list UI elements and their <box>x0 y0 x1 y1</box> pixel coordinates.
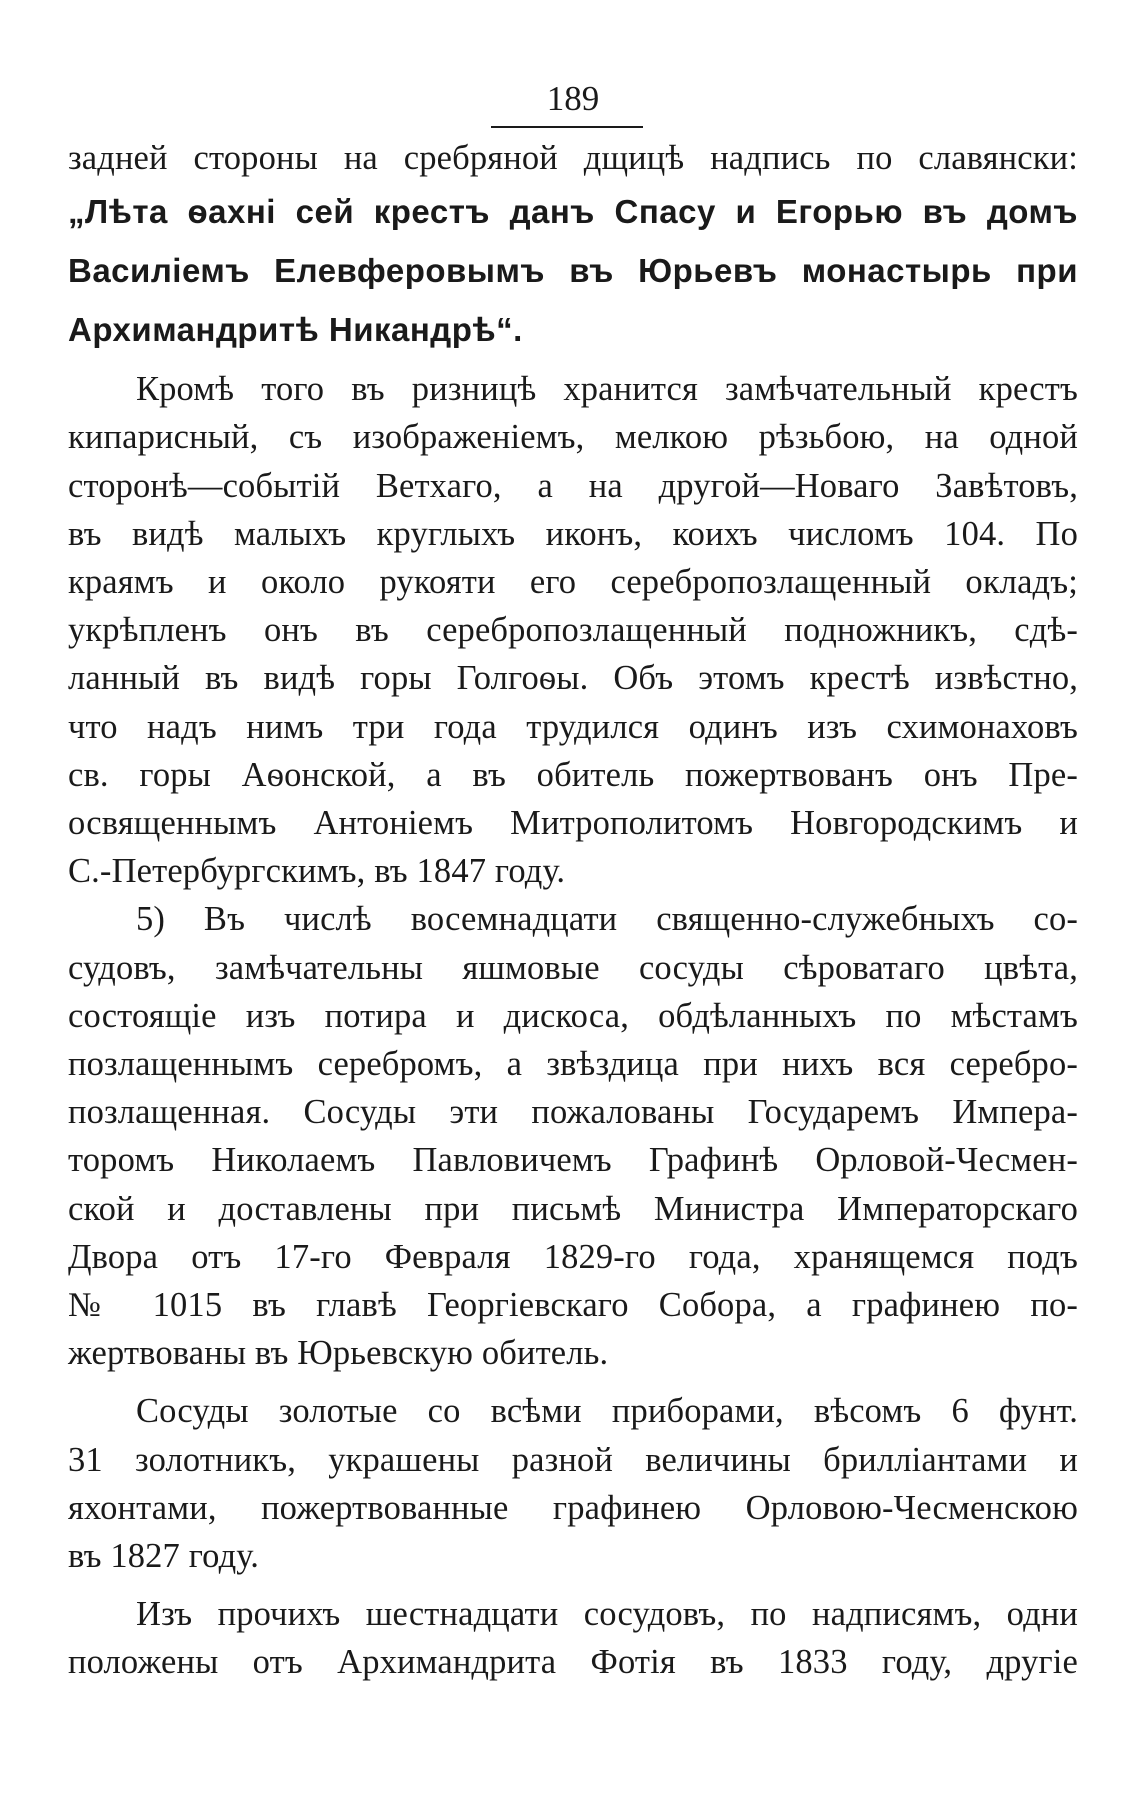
text-line: св. горы Аѳонской, а въ обитель пожертвованъ онъ Пре- <box>68 755 1078 794</box>
text-line: 31 золотникъ, украшены разной величины брилліантами и <box>68 1440 1078 1479</box>
text-line: 5) Въ числѣ восемнадцати священно-служебныхъ со- <box>136 900 1078 939</box>
paragraph-gold-vessels <box>68 1387 1078 1580</box>
text-line: задней стороны на сребряной дщицѣ надпись по славянски: <box>68 139 1078 177</box>
inscription-line: „Лѣта ѳахні сей крестъ данъ Спасу и Егорью въ домъ <box>68 193 1078 231</box>
paragraph-vessels <box>68 895 1078 1377</box>
inscription-line: Василіемъ Елевферовымъ въ Юрьевъ монастырь при <box>68 252 1078 290</box>
text-line: положены отъ Архимандрита Фотія въ 1833 году, другіе <box>68 1643 1078 1682</box>
text-line: жертвованы въ Юрьевскую обитель. <box>68 1334 609 1373</box>
text-line: состоящіе изъ потира и дискоса, обдѣланныхъ по мѣстамъ <box>68 996 1078 1035</box>
text-line: кипарисный, съ изображеніемъ, мелкою рѣзьбою, на одной <box>68 418 1078 457</box>
text-line: Кромѣ того въ ризницѣ хранится замѣчательный крестъ <box>136 370 1078 409</box>
text-line: ской и доставлены при письмѣ Министра Императорскаго <box>68 1189 1078 1228</box>
paragraph-other-vessels <box>68 1590 1078 1686</box>
header-rule <box>491 126 643 128</box>
text-line: судовъ, замѣчательны яшмовые сосуды сѣроватаго цвѣта, <box>68 948 1078 987</box>
text-line: ланный въ видѣ горы Голгоѳы. Объ этомъ крестѣ извѣстно, <box>68 659 1078 698</box>
page-header <box>68 78 1078 134</box>
paragraph-cross <box>68 365 1078 895</box>
text-line: Двора отъ 17-го Февраля 1829-го года, хранящемся подъ <box>68 1237 1078 1276</box>
inscription-line: Архимандритѣ Никандрѣ“. <box>68 311 523 349</box>
text-line: въ видѣ малыхъ круглыхъ иконъ, коихъ числомъ 104. По <box>68 514 1078 553</box>
text-line: укрѣпленъ онъ въ серебропозлащенный подножникъ, сдѣ- <box>68 611 1078 650</box>
slavonic-inscription <box>68 182 1078 359</box>
text-line: въ 1827 году. <box>68 1537 259 1576</box>
text-line: № 1015 въ главѣ Георгіевскаго Собора, а графинею по- <box>68 1286 1078 1325</box>
text-line: позлащенная. Сосуды эти пожалованы Государемъ Импера- <box>68 1093 1078 1132</box>
text-line: что надъ нимъ три года трудился одинъ изъ схимонаховъ <box>68 707 1078 746</box>
text-line: Изъ прочихъ шестнадцати сосудовъ, по надписямъ, одни <box>136 1595 1078 1634</box>
text-line: позлащеннымъ серебромъ, а звѣздица при нихъ вся серебро- <box>68 1045 1078 1084</box>
text-line: торомъ Николаемъ Павловичемъ Графинѣ Орловой-Чесмен- <box>68 1141 1078 1180</box>
text-line: яхонтами, пожертвованные графинею Орловою-Чесменскою <box>68 1488 1078 1527</box>
text-line: Сосуды золотые со всѣми приборами, вѣсомъ 6 фунт. <box>136 1392 1078 1431</box>
book-page <box>68 78 1078 1687</box>
page-number: 189 <box>546 79 600 118</box>
text-line: С.-Петербургскимъ, въ 1847 году. <box>68 852 566 891</box>
text-line: освященнымъ Антоніемъ Митрополитомъ Новгородскимъ и <box>68 804 1078 843</box>
intro-paragraph <box>68 134 1078 182</box>
text-line: сторонѣ—событій Ветхаго, а на другой—Новаго Завѣтовъ, <box>68 466 1078 505</box>
text-line: краямъ и около рукояти его серебропозлащенный окладъ; <box>68 563 1078 602</box>
